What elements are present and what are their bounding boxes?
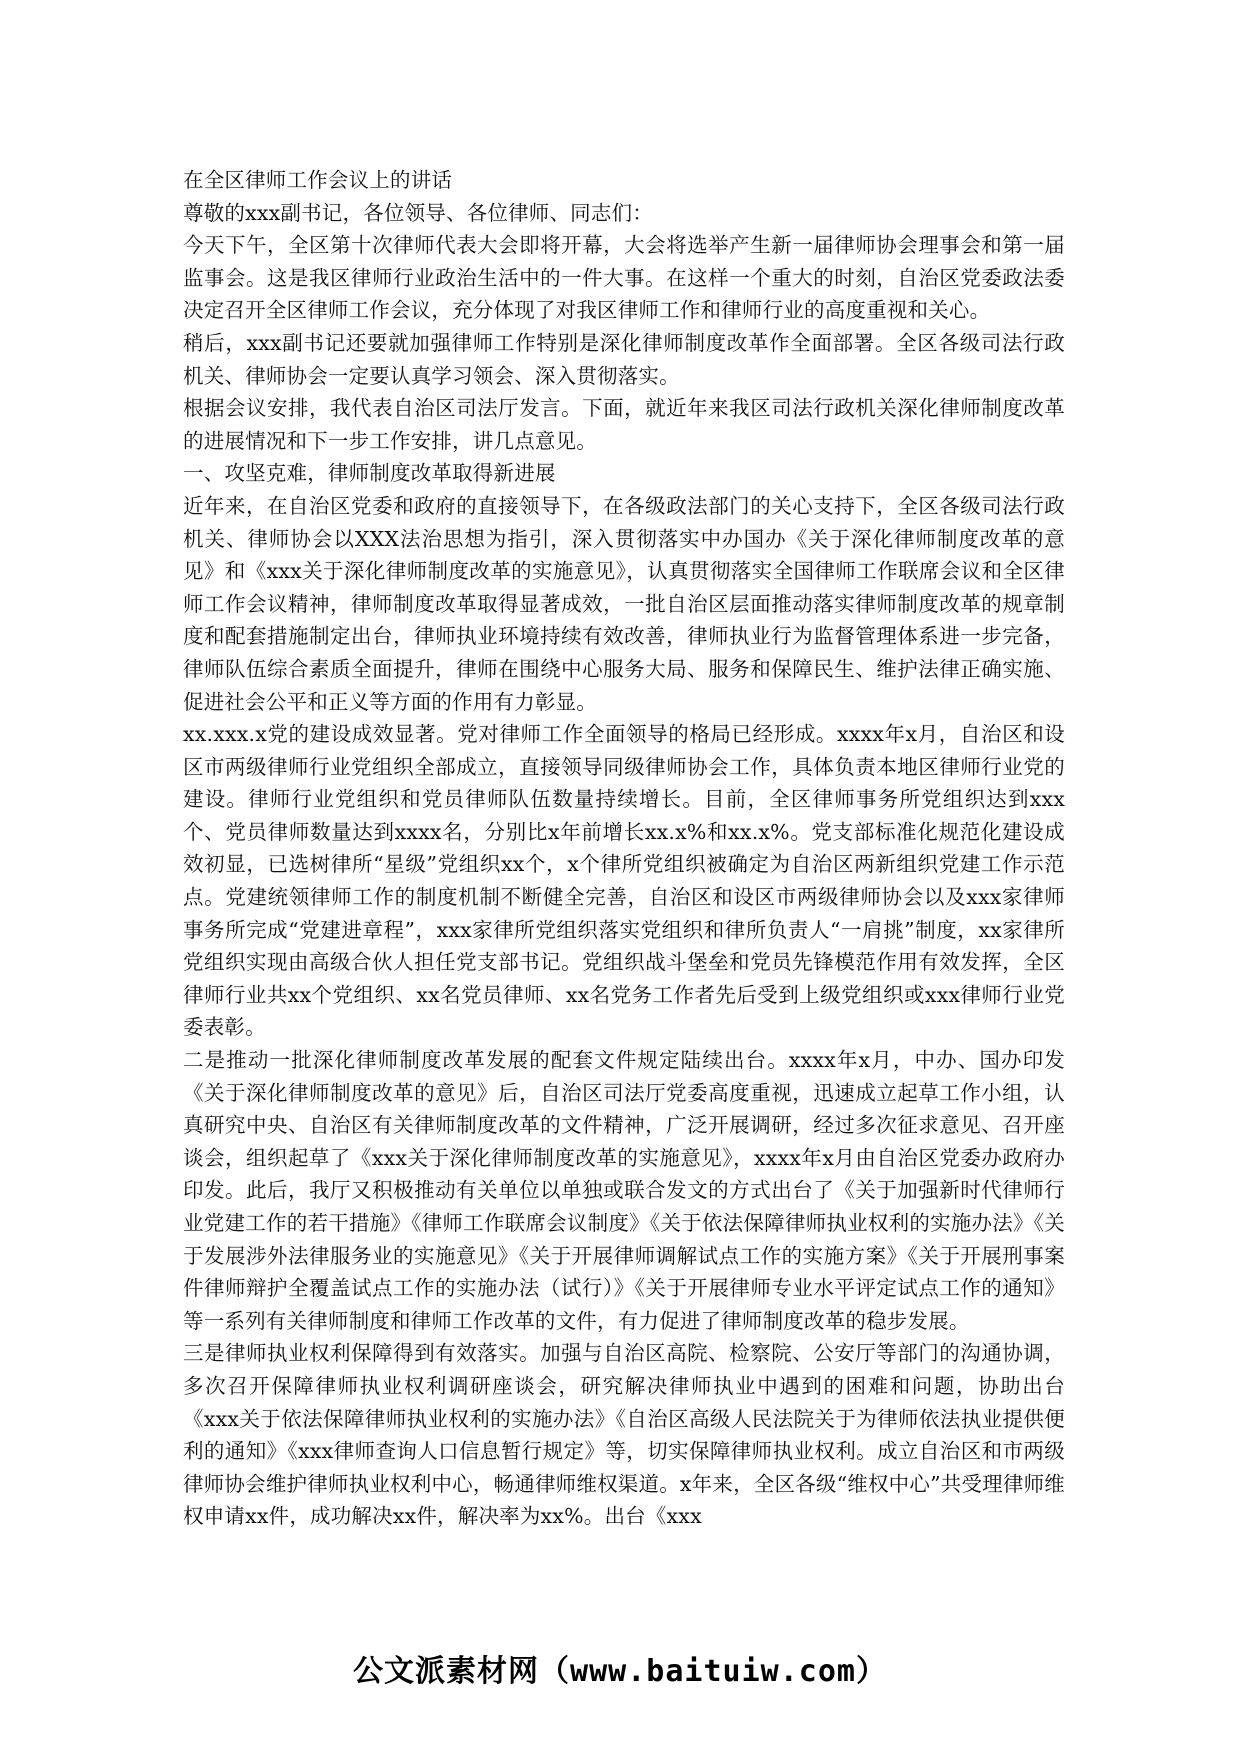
opening-paragraph: 今天下午，全区第十次律师代表大会即将开幕，大会将选举产生新一届律师协会理事会和第一届监事会。这是我区律师行业政治生活中的一件大事。在这样一个重大的时刻，自治区党委政法委决定召开全区律师工作会议，充分体现了对我区律师工作和律师行业的高度重视和关心。 <box>183 233 1065 323</box>
body-paragraph: 稍后，xxx副书记还要就加强律师工作特别是深化律师制度改革作全面部署。全区各级司法行政机关、律师协会一定要认真学习领会、深入贯彻落实。 <box>183 330 1065 388</box>
body-paragraph: 近年来，在自治区党委和政府的直接领导下，在各级政法部门的关心支持下，全区各级司法行政机关、律师协会以XXX法治思想为指引，深入贯彻落实中办国办《关于深化律师制度改革的意见》和《xxx关于深化律师制度改革的实施意见》，认真贯彻落实全国律师工作联席会议和全区律师工作会议精神，律师制度改革取得显著成效，一批自治区层面推动落实律师制度改革的规章制度和配套措施制定出台，律师执业环境持续有效改善，律师执业行为监督管理体系进一步完备，律师队伍综合素质全面提升，律师在围绕中心服务大局、服务和保障民生、维护法律正确实施、促进社会公平和正义等方面的作用有力彰显。 <box>183 493 1065 714</box>
body-paragraph: xx.xxx.x党的建设成效显著。党对律师工作全面领导的格局已经形成。xxxx年x月，自治区和设区市两级律师行业党组织全部成立，直接领导同级律师协会工作，具体负责本地区律师行业党的建设。律师行业党组织和党员律师队伍数量持续增长。目前，全区律师事务所党组织达到xxx个、党员律师数量达到xxxx名，分别比x年前增长xx.x%和xx.x%。党支部标准化规范化建设成效初显，已选树律所“星级”党组织xx个，x个律所党组织被确定为自治区两新组织党建工作示范点。党建统领律师工作的制度机制不断健全完善，自治区和设区市两级律师协会以及xxx家律师事务所完成“党建进章程”，xxx家律所党组织落实党组织和律所负责人“一肩挑”制度，xx家律所党组织实现由高级合伙人担任党支部书记。党组织战斗堡垒和党员先锋模范作用有效发挥，全区律师行业共xx个党组织、xx名党员律师、xx名党务工作者先后受到上级党组织或xxx律师行业党委表彰。 <box>183 722 1065 1040</box>
body-paragraph: 三是律师执业权利保障得到有效落实。加强与自治区高院、检察院、公安厅等部门的沟通协调，多次召开保障律师执业权利调研座谈会，研究解决律师执业中遇到的困难和问题，协助出台《xxx关于依法保障律师执业权利的实施办法》《自治区高级人民法院关于为律师依法执业提供便利的通知》《xxx律师查询人口信息暂行规定》等，切实保障律师执业权利。成立自治区和市两级律师协会维护律师执业权利中心，畅通律师维权渠道。x年来，全区各级“维权中心”共受理律师维权申请xx件，成功解决xx件，解决率为xx%。出台《xxx <box>183 1341 1065 1529</box>
footer-watermark: 公文派素材网（www.baituiw.com） <box>353 1654 887 1689</box>
body-paragraph: 根据会议安排，我代表自治区司法厅发言。下面，就近年来我区司法行政机关深化律师制度改革的进展情况和下一步工作安排，讲几点意见。 <box>183 396 1065 453</box>
salutation-paragraph: 尊敬的xxx副书记，各位领导、各位律师、同志们： <box>183 200 653 225</box>
section-heading: 一、攻坚克难，律师制度改革取得新进展 <box>183 461 556 486</box>
body-paragraph: 二是推动一批深化律师制度改革发展的配套文件规定陆续出台。xxxx年x月，中办、国办印发《关于深化律师制度改革的意见》后，自治区司法厅党委高度重视，迅速成立起草工作小组，认真研究中央、自治区有关律师制度改革的文件精神，广泛开展调研，经过多次征求意见、召开座谈会，组织起草了《xxx关于深化律师制度改革的实施意见》，xxxx年x月由自治区党委办政府办印发。此后，我厅又积极推动有关单位以单独或联合发文的方式出台了《关于加强新时代律师行业党建工作的若干措施》《律师工作联席会议制度》《关于依法保障律师执业权利的实施办法》《关于发展涉外法律服务业的实施意见》《关于开展律师调解试点工作的实施方案》《关于开展刑事案件律师辩护全覆盖试点工作的实施办法（试行）》《关于开展律师专业水平评定试点工作的通知》等一系列有关律师制度和律师工作改革的文件，有力促进了律师制度改革的稳步发展。 <box>183 1048 1065 1333</box>
document-body <box>183 164 1065 1533</box>
document-title: 在全区律师工作会议上的讲话 <box>183 168 453 192</box>
